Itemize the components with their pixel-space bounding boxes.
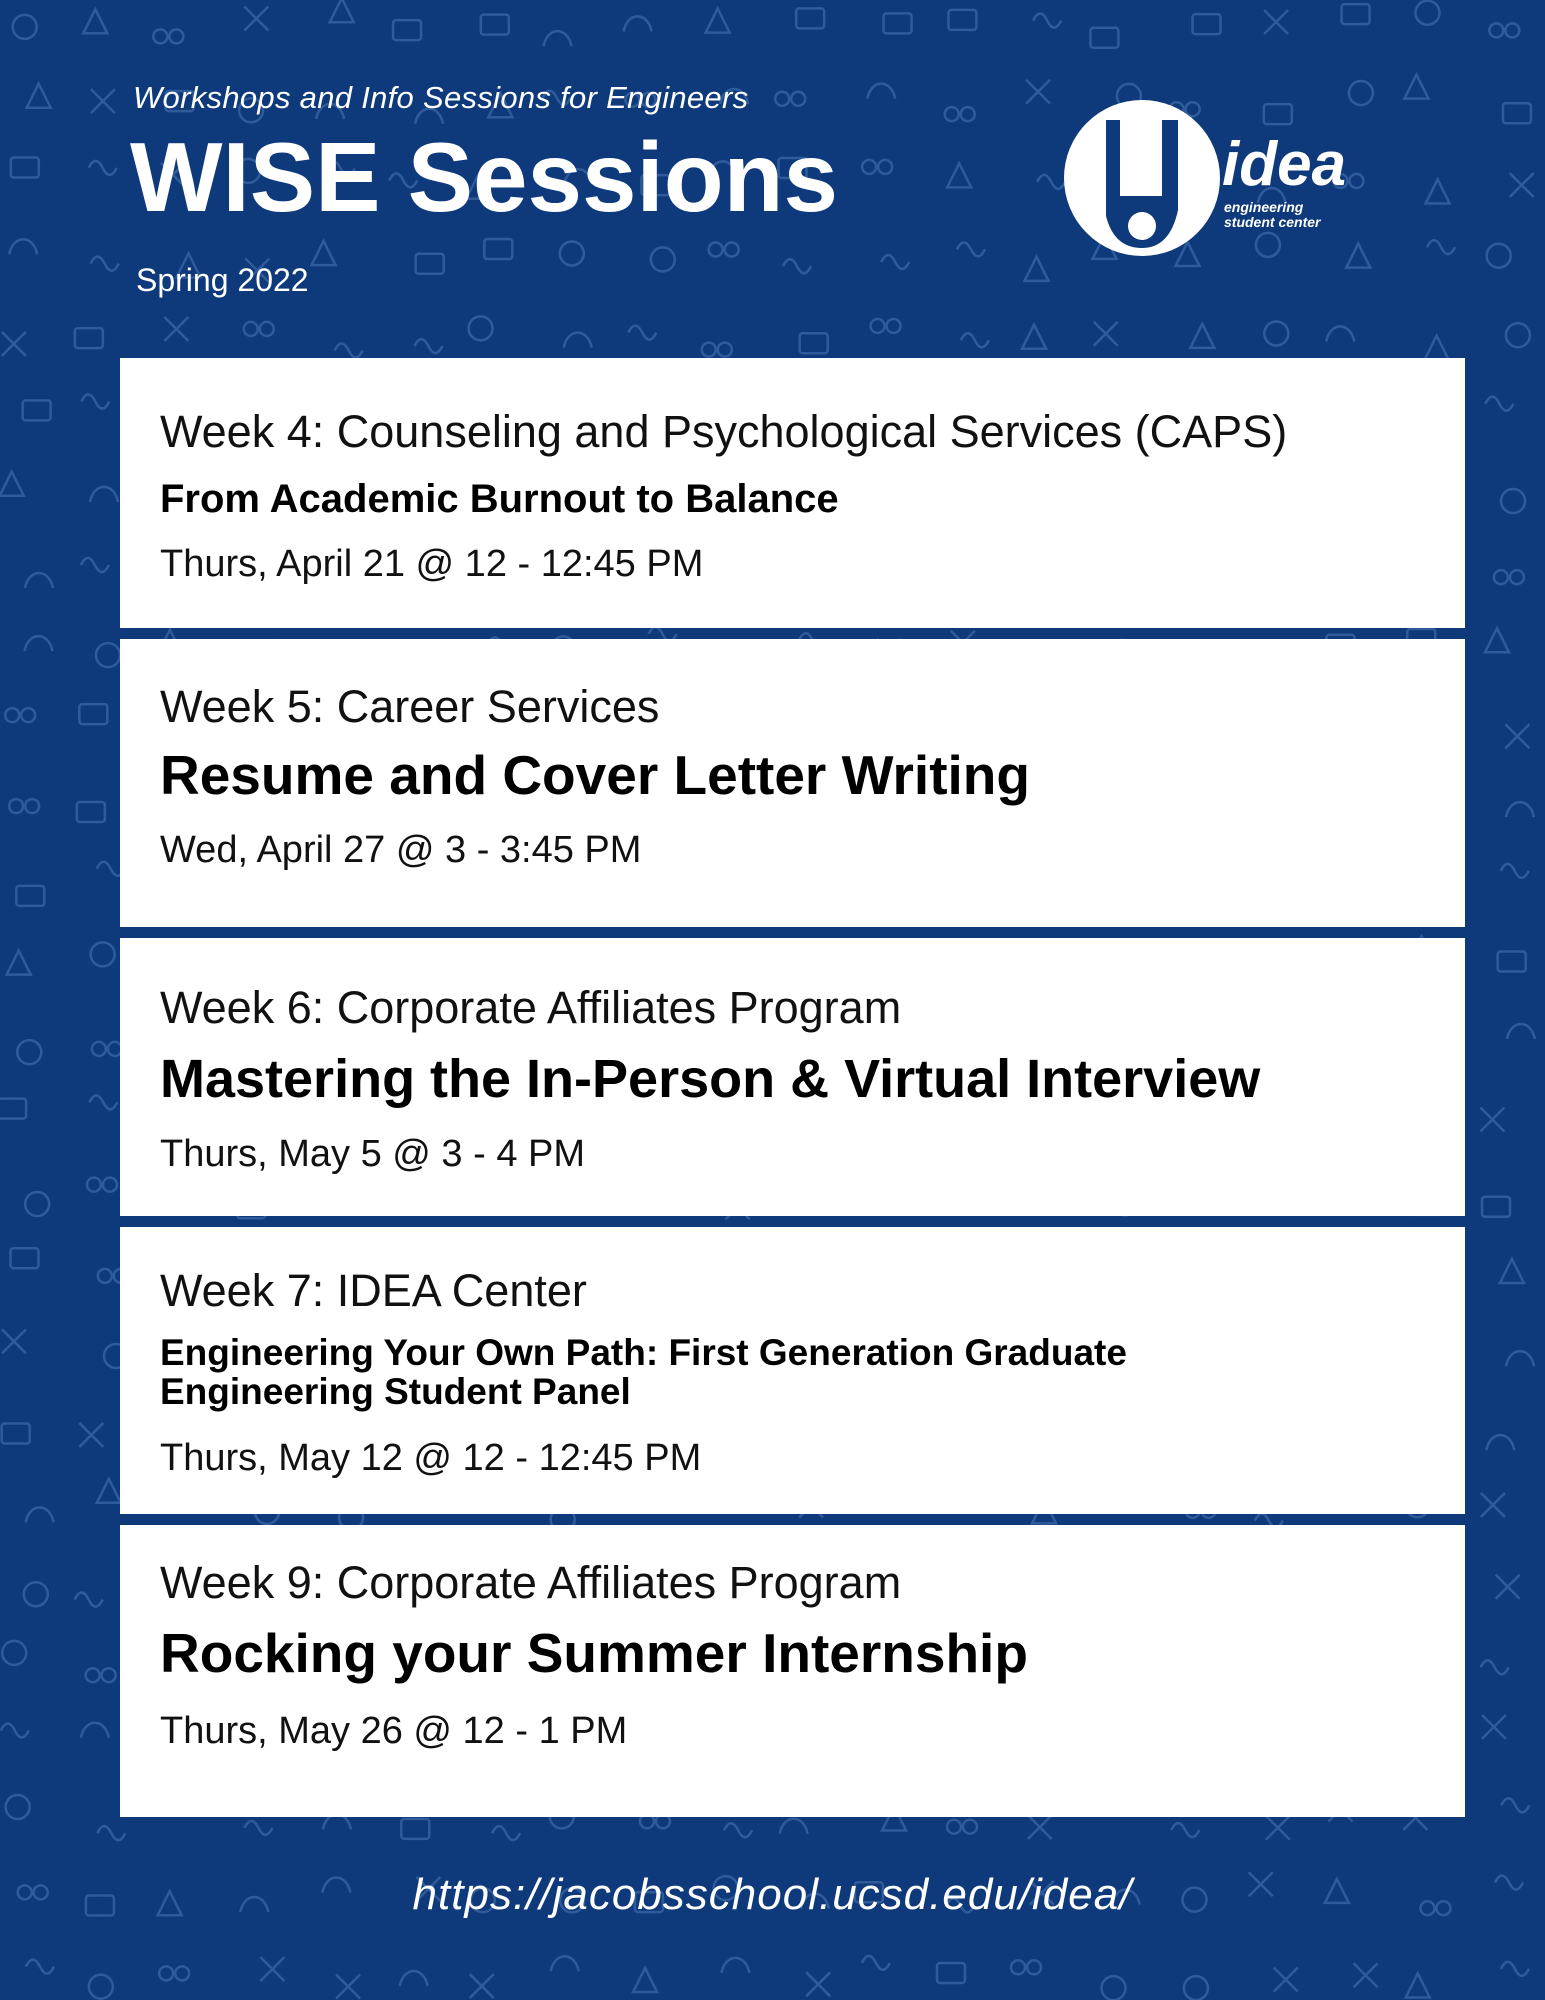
- footer-url-link[interactable]: https://jacobsschool.ucsd.edu/idea/: [412, 1870, 1133, 1919]
- session-title: Mastering the In-Person & Virtual Interview: [160, 1049, 1261, 1109]
- logo-word: idea: [1222, 130, 1347, 199]
- session-card: [120, 639, 1465, 927]
- logo-subtitle-line-2: student center: [1224, 214, 1321, 230]
- session-time: Thurs, May 26 @ 12 - 1 PM: [160, 1710, 628, 1752]
- session-time: Thurs, May 5 @ 3 - 4 PM: [160, 1133, 586, 1175]
- logo-subtitle-line-1: engineering: [1224, 199, 1304, 215]
- session-time: Thurs, April 21 @ 12 - 12:45 PM: [160, 543, 704, 585]
- session-title: Resume and Cover Letter Writing: [160, 744, 1030, 806]
- session-week: Week 4: Counseling and Psychological Services (CAPS): [160, 406, 1288, 457]
- session-week: Week 6: Corporate Affiliates Program: [160, 982, 902, 1033]
- page-title: WISE Sessions: [130, 122, 839, 232]
- session-title-line-2: Engineering Student Panel: [160, 1370, 631, 1412]
- session-title: [160, 1334, 1127, 1412]
- session-week: Week 7: IDEA Center: [160, 1265, 587, 1316]
- session-card: [120, 358, 1465, 628]
- idea-logo: [1062, 98, 1382, 258]
- session-time: Thurs, May 12 @ 12 - 12:45 PM: [160, 1437, 702, 1479]
- idea-logo-mark-icon: [1062, 98, 1222, 258]
- logo-subtitle: [1224, 200, 1374, 230]
- session-week: Week 5: Career Services: [160, 681, 660, 732]
- session-time: Wed, April 27 @ 3 - 3:45 PM: [160, 829, 642, 871]
- session-card: [120, 1525, 1465, 1817]
- session-title-line-1: Engineering Your Own Path: First Generation Graduate: [160, 1332, 1127, 1373]
- session-card: [120, 1227, 1465, 1514]
- header: [0, 0, 1545, 360]
- session-title: From Academic Burnout to Balance: [160, 477, 839, 521]
- session-week: Week 9: Corporate Affiliates Program: [160, 1557, 902, 1608]
- term-label: Spring 2022: [136, 262, 309, 298]
- session-card: [120, 938, 1465, 1216]
- header-subtitle: Workshops and Info Sessions for Engineers: [133, 80, 749, 115]
- session-title: Rocking your Summer Internship: [160, 1622, 1028, 1684]
